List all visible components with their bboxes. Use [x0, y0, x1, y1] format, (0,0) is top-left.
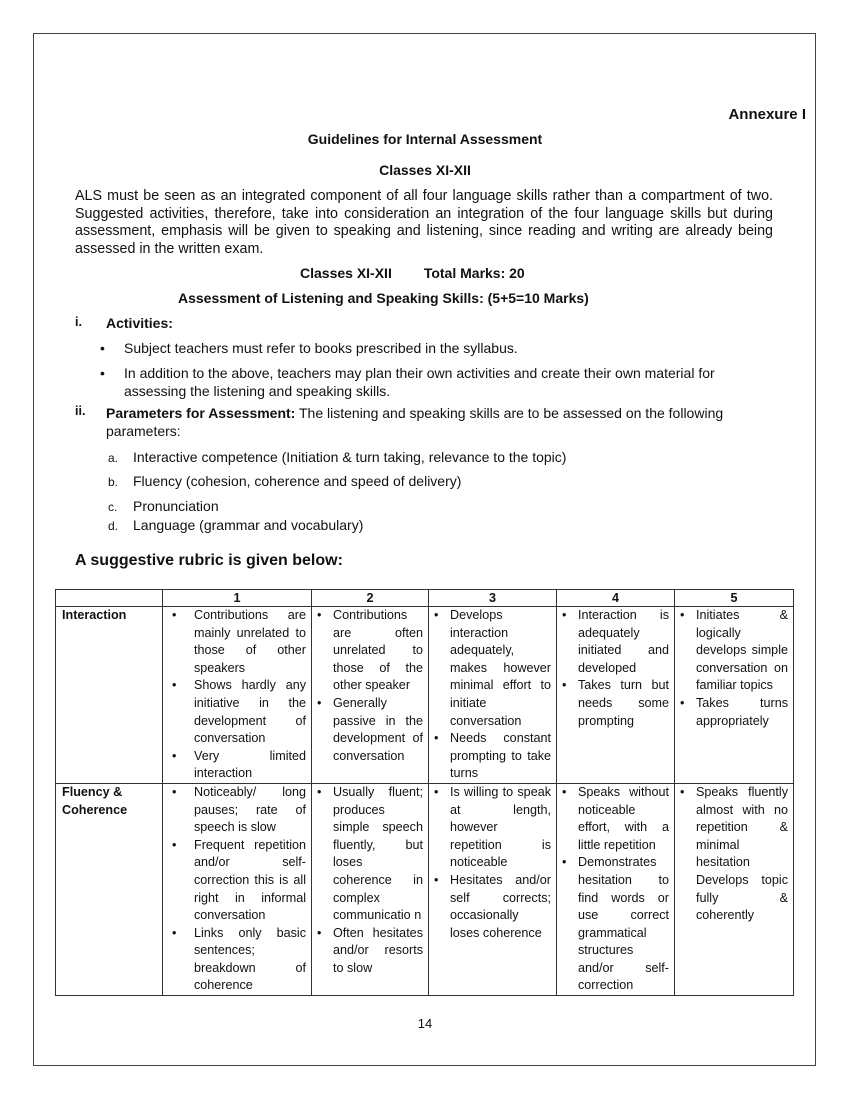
bullet-icon: •: [100, 365, 105, 381]
cell-bullet: • Hesitates and/or self corrects; occasionally loses coherence: [434, 872, 551, 942]
bullet-text: In addition to the above, teachers may plan their own activities and create their own material for assessing the listening and speaking skills.: [124, 365, 715, 399]
cell-bullet: • Usually fluent; produces simple speech fluently, but loses coherence in complex communicatio n: [317, 784, 423, 925]
item-letter: b.: [108, 475, 119, 489]
cell-bullet: • Interaction is adequately initiated and developed: [562, 607, 669, 677]
rubric-table: [55, 589, 794, 996]
table-cell: [429, 783, 557, 995]
table-row: [56, 783, 794, 995]
cell-bullet: • Very limited interaction: [168, 748, 306, 783]
column-header: 5: [675, 590, 794, 607]
column-header: 4: [557, 590, 675, 607]
item-text: Pronunciation: [133, 498, 219, 514]
classes-marks-line: [300, 265, 525, 281]
table-header-row: [56, 590, 794, 607]
column-header: 2: [312, 590, 429, 607]
list-item: [108, 449, 566, 465]
table-cell: [675, 607, 794, 784]
cell-bullet: • Develops interaction adequately, makes however minimal effort to initiate conversation: [434, 607, 551, 730]
cell-bullet: • Takes turns appropriately: [680, 695, 788, 730]
list-item: [108, 473, 461, 489]
cell-bullet: • Takes turn but needs some prompting: [562, 677, 669, 730]
table-cell: [163, 607, 312, 784]
cell-bullet: • Is willing to speak at length, however repetition is noticeable: [434, 784, 551, 872]
list-item: [108, 498, 219, 514]
cell-bullet: • Noticeably/ long pauses; rate of speech is slow: [168, 784, 306, 837]
classes-heading: Classes XI-XII: [379, 162, 471, 178]
cell-bullet: • Frequent repetition and/or self- correction this is all right in informal conversation: [168, 837, 306, 925]
list-item: [108, 517, 363, 533]
intro-paragraph: ALS must be seen as an integrated component of all four language skills rather than a compartment of two. Suggested activities, therefore, take into consideration an integration of the four language skills but during assessment, emphasis will be given to speaking and listening, since reading and writing are already being assessed in the written exam.: [75, 188, 773, 257]
item-letter: c.: [108, 500, 118, 514]
guidelines-title: Guidelines for Internal Assessment: [307, 131, 543, 147]
column-header: 3: [429, 590, 557, 607]
item-text: Interactive competence (Initiation & turn taking, relevance to the topic): [133, 449, 567, 465]
cell-bullet: • Contributions are often unrelated to those of the other speaker: [317, 607, 423, 695]
row-header: Interaction: [56, 607, 163, 784]
annexure-label: Annexure I: [728, 106, 806, 123]
cell-bullet: • Needs constant prompting to take turns: [434, 730, 551, 783]
rubric-title: A suggestive rubric is given below:: [75, 552, 343, 569]
cell-bullet: • Contributions are mainly unrelated to those of other speakers: [168, 607, 306, 677]
cell-bullet: • Demonstrates hesitation to find words or use correct grammatical structures and/or self-correction: [562, 854, 669, 995]
item-text: Fluency (cohesion, coherence and speed of delivery): [133, 473, 462, 489]
assessment-title: Assessment of Listening and Speaking Skills: (5+5=10 Marks): [178, 290, 589, 306]
column-header: 1: [163, 590, 312, 607]
cell-bullet: • Speaks fluently almost with no repetition & minimal hesitation Develops topic fully & coherently: [680, 784, 788, 925]
item-text: Language (grammar and vocabulary): [133, 517, 364, 533]
total-marks: Total Marks: 20: [423, 265, 525, 281]
section-number: i.: [75, 315, 82, 329]
table-row: [56, 607, 794, 784]
cell-bullet: • Generally passive in the development of conversation: [317, 695, 423, 765]
bullet-icon: •: [100, 340, 105, 356]
table-cell: [163, 783, 312, 995]
section-heading: Activities:: [106, 315, 173, 331]
table-cell: [675, 783, 794, 995]
cell-bullet: • Speaks without noticeable effort, with a little repetition: [562, 784, 669, 854]
section-heading: Parameters for Assessment:: [106, 405, 296, 421]
row-header: Fluency & Coherence: [56, 783, 163, 995]
table-cell: [557, 607, 675, 784]
cell-bullet: • Initiates & logically develops simple conversation on familiar topics: [680, 607, 788, 695]
parameters-text: The listening and speaking skills are to be assessed on the following parameters:: [106, 405, 724, 439]
table-cell: [429, 607, 557, 784]
table-cell: [312, 607, 429, 784]
table-cell: [312, 783, 429, 995]
item-letter: a.: [108, 451, 119, 465]
bullet-text: Subject teachers must refer to books prescribed in the syllabus.: [124, 340, 518, 356]
column-header: [56, 590, 163, 607]
cell-bullet: • Often hesitates and/or resorts to slow: [317, 925, 423, 978]
classes-line: Classes XI-XII: [300, 265, 392, 281]
table-cell: [557, 783, 675, 995]
cell-bullet: • Links only basic sentences; breakdown of coherence: [168, 925, 306, 995]
section-number: ii.: [75, 404, 86, 418]
item-letter: d.: [108, 519, 119, 533]
cell-bullet: • Shows hardly any initiative in the development of conversation: [168, 677, 306, 747]
parameters-paragraph: [106, 404, 746, 440]
page-number: 14: [417, 1016, 433, 1031]
